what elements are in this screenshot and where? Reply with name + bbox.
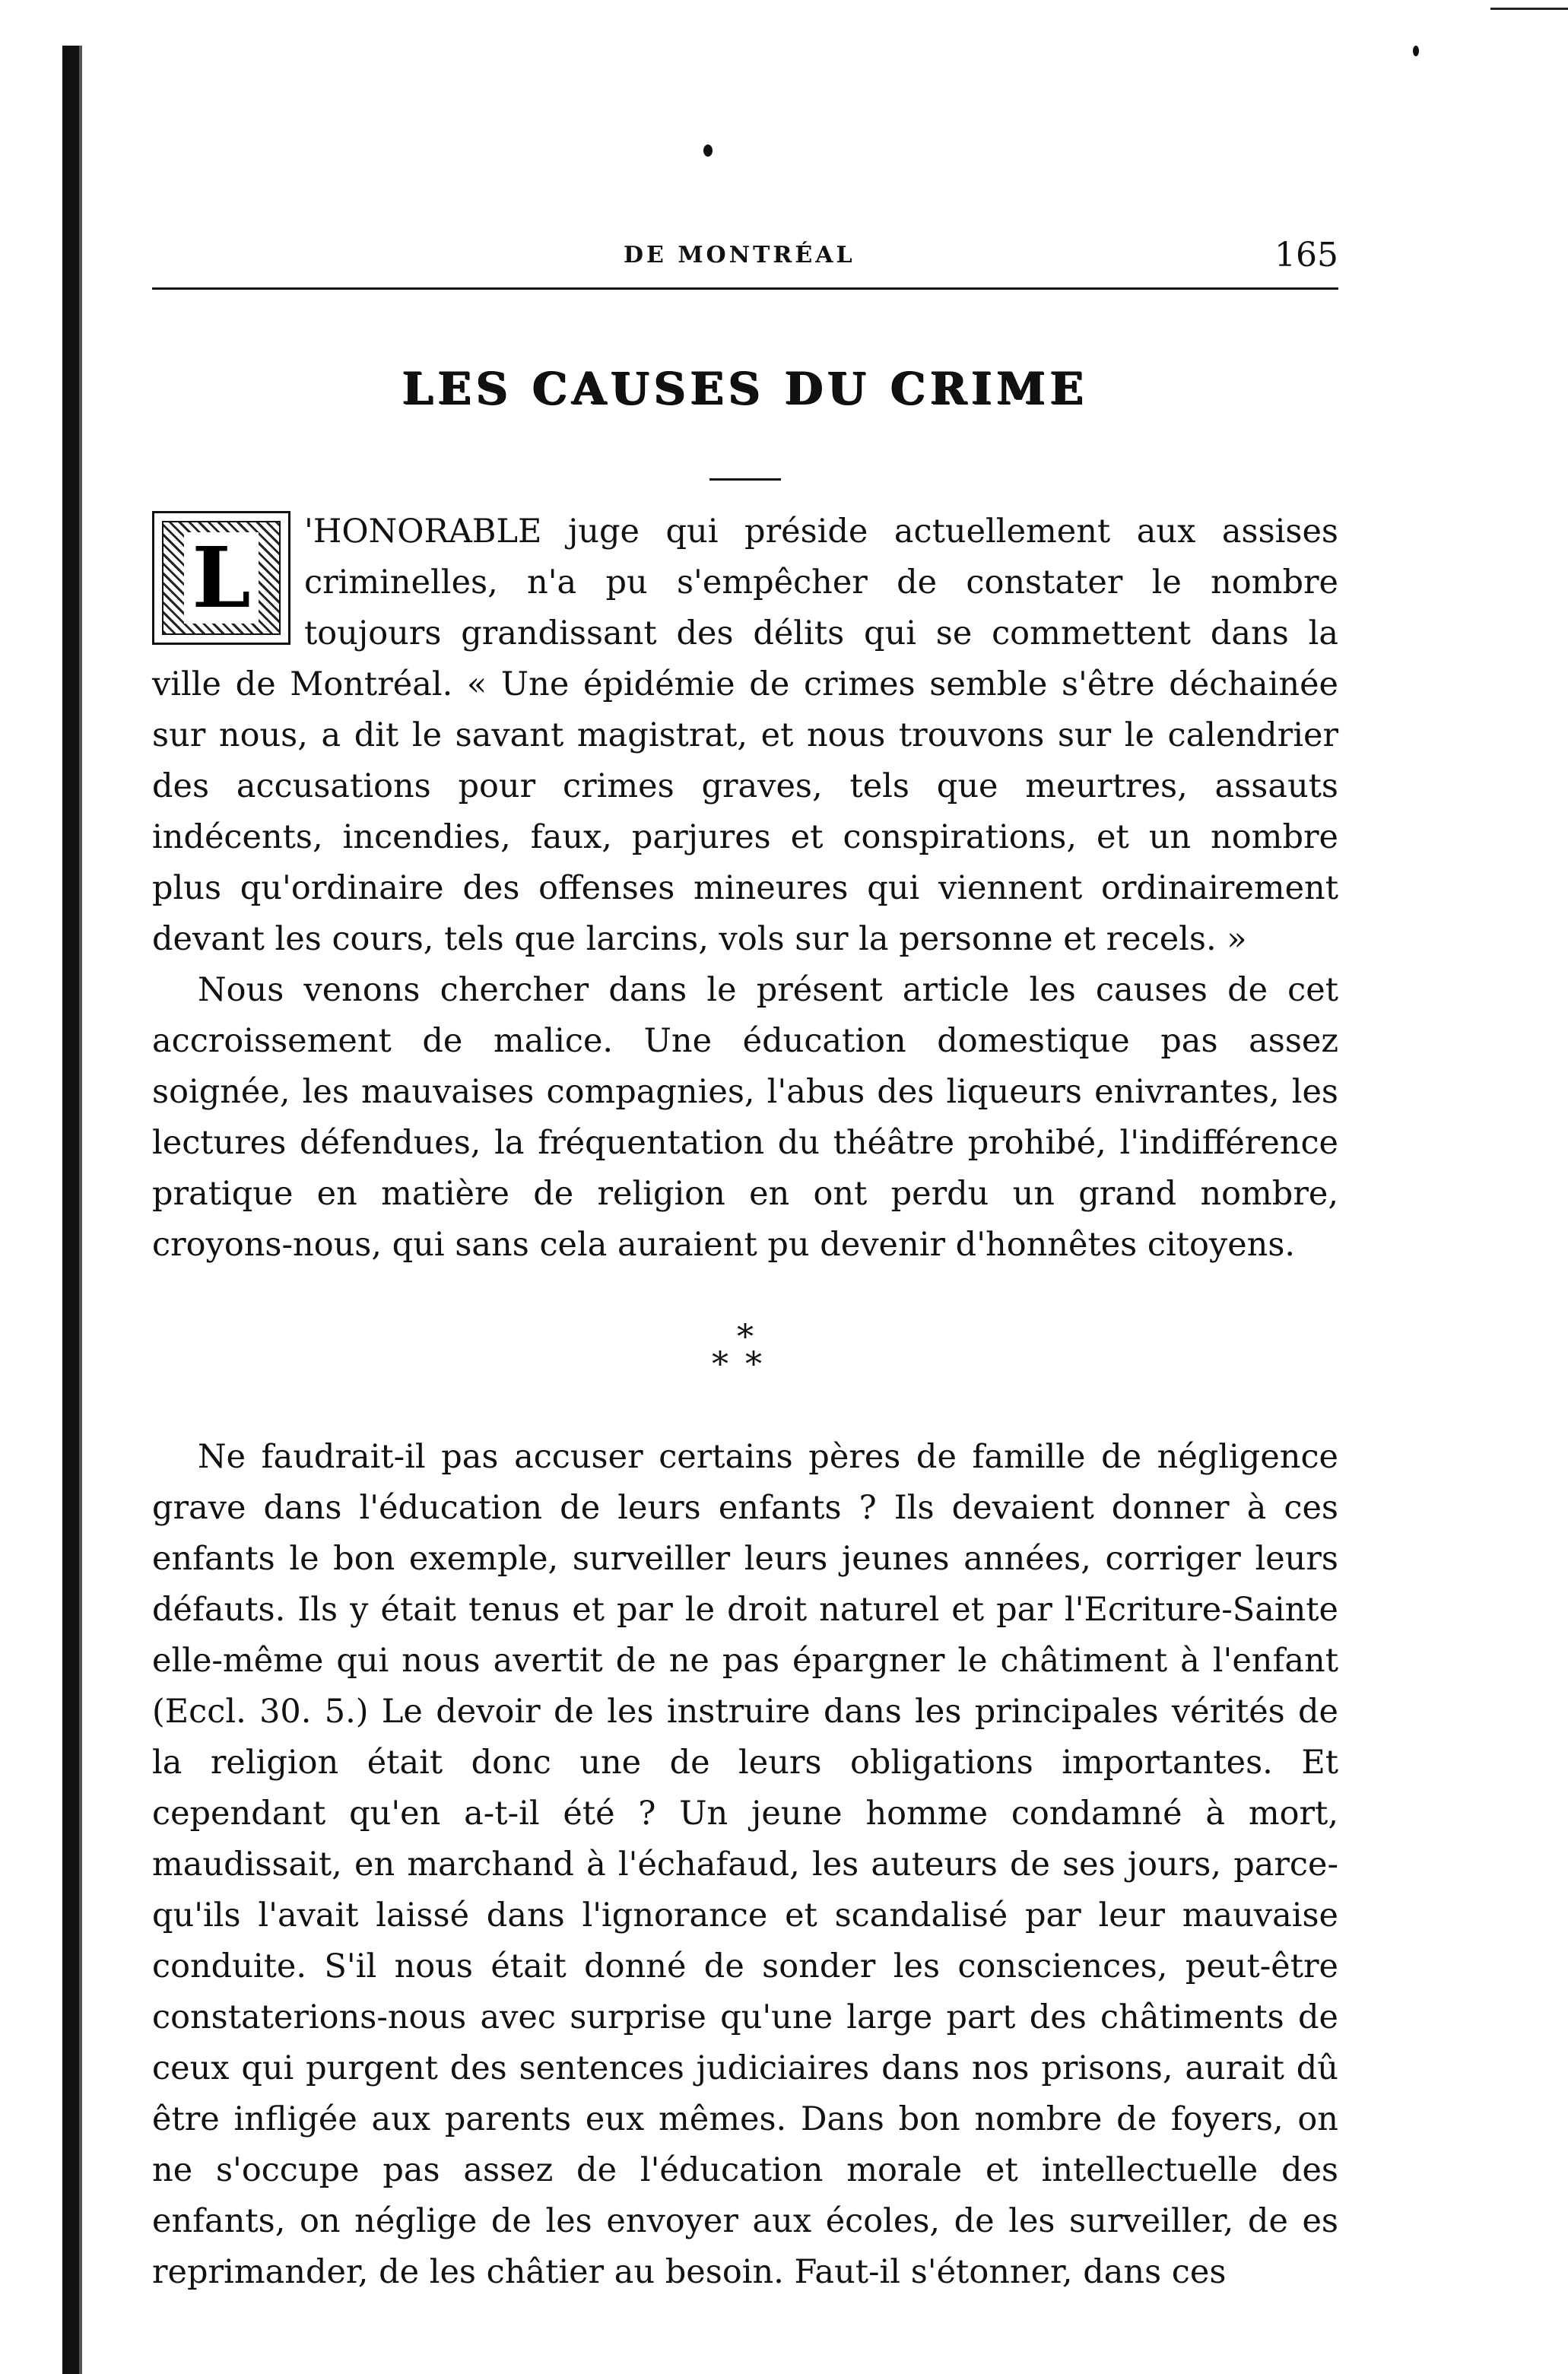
- title-rule: [709, 478, 781, 481]
- article-body: [152, 506, 1338, 2298]
- scan-corner-mark: [1490, 8, 1568, 10]
- asterism-bottom: **: [712, 1345, 779, 1384]
- scan-speck: [1413, 46, 1419, 56]
- page-number: 165: [1274, 236, 1338, 275]
- article-title: LES CAUSES DU CRIME: [402, 363, 1088, 414]
- paragraph-3: Ne faudrait-il pas accuser certains pères de famille de négligence grave dans l'éducation de leurs enfants ? Ils devaient donner à ces enfants le bon exemple, surveiller leurs jeunes années, corriger leurs défauts. Ils y était tenus et par le droit naturel et par l'Ecriture-Sainte elle-même qui nous avertit de ne pas épargner le châtiment à l'enfant (Eccl. 30. 5.) Le devoir de les instruire dans les principales vérités de la religion était donc une de leurs obligations importantes. Et cependant qu'en a-t-il été ? Un jeune homme condamné à mort, maudissait, en marchand à l'échafaud, les auteurs de ses jours, parce-qu'ils l'avait laissé dans l'ignorance et scandalisé par leur mauvaise conduite. S'il nous était donné de sonder les consciences, peut-être constaterions-nous avec surprise qu'une large part des châtiments de ceux qui purgent des sentences judiciaires dans nos prisons, aurait dû être infligée aux parents eux mêmes. Dans bon nombre de foyers, on ne s'occupe pas assez de l'éducation morale et intellectuelle des enfants, on néglige de les envoyer aux écoles, de les surveiller, de es reprimander, de les châtier au besoin. Faut-il s'étonner, dans ces: [152, 1438, 1338, 2291]
- running-head: [152, 228, 1338, 281]
- asterism-divider: [152, 1318, 1338, 1384]
- header-rule: [152, 287, 1338, 290]
- paragraph-1: [152, 506, 1338, 965]
- book-page: [152, 228, 1338, 2298]
- paragraph-2: Nous venons chercher dans le présent article les causes de cet accroissement de malice. Une éducation domestique pas assez soignée, les mauvaises compagnies, l'abus des liqueurs enivrantes, les lectures défendues, la fréquentation du théâtre prohibé, l'indifférence pratique en matière de religion en ont perdu un grand nombre, croyons-nous, qui sans cela auraient pu devenir d'honnêtes citoyens.: [152, 971, 1338, 1264]
- drop-cap-letter: L: [184, 532, 258, 624]
- ornamental-drop-cap: [152, 511, 290, 645]
- scan-left-edge-shadow: [79, 46, 82, 2374]
- scan-speck: [703, 144, 713, 157]
- asterism-top: *: [737, 1318, 754, 1357]
- running-title: DE MONTRÉAL: [624, 242, 855, 268]
- scan-left-edge: [62, 46, 79, 2374]
- paragraph-1-text: 'HONORABLE juge qui préside actuellement aux assises criminelles, n'a pu s'empêcher de constater le nombre toujours grandissant des délits qui se commettent dans la ville de Montréal. « Une épidémie de crimes semble s'être déchainée sur nous, a dit le savant magistrat, et nous trouvons sur le calendrier des accusations pour crimes graves, tels que meurtres, assauts indécents, incendies, faux, parjures et conspirations, et un nombre plus qu'ordinaire des offenses mineures qui viennent ordinairement devant les cours, tels que larcins, vols sur la personne et recels. »: [152, 513, 1338, 958]
